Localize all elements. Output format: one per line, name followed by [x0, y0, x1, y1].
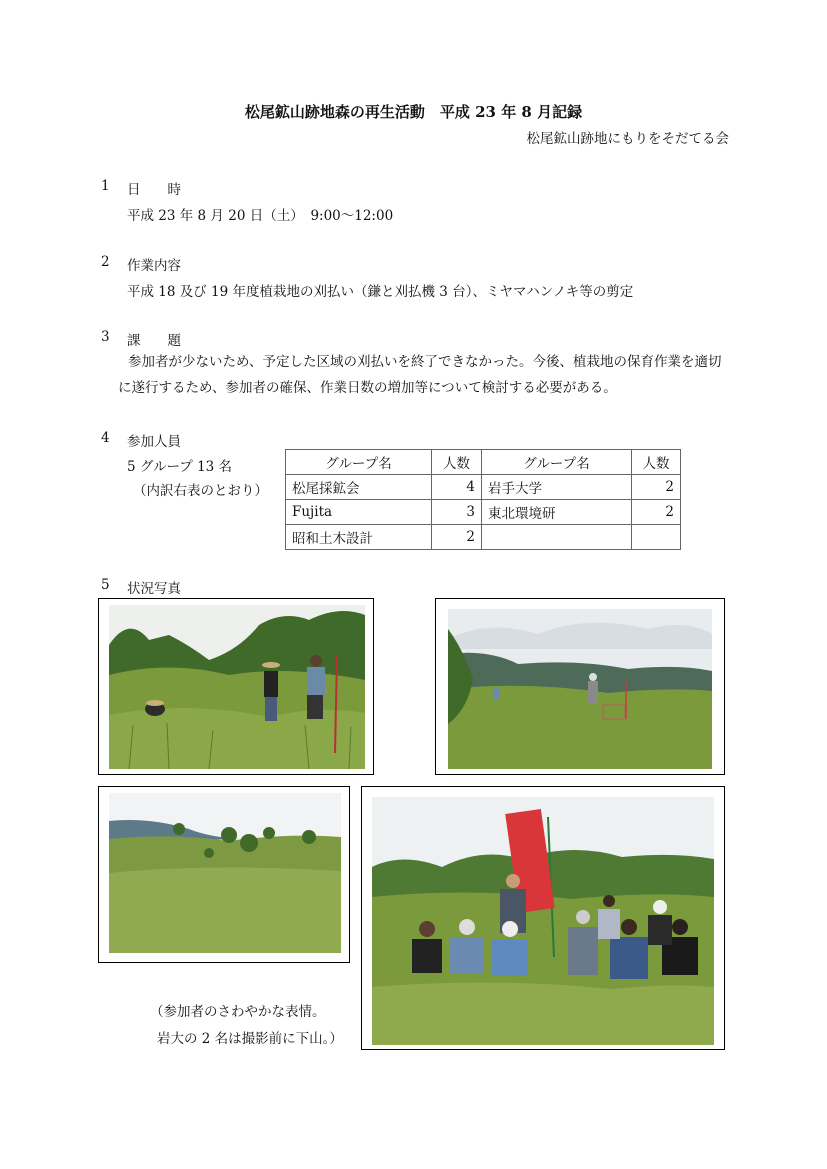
section-1-heading: 日 時 — [127, 182, 181, 198]
count-cell: 2 — [632, 475, 681, 500]
date-text: 平成 23 年 8 月 20 日（土） 9:00～12:00 — [127, 208, 394, 224]
group-name-cell: Fujita — [286, 500, 432, 525]
group-name-cell — [482, 525, 632, 550]
header-count: 人数 — [432, 450, 482, 475]
issues-text: 参加者が少ないため、予定した区域の刈払いを終了できなかった。今後、植栽地の保育作業を適切に遂行するため、参加者の確保、作業日数の増加等について検討する必要がある。 — [118, 354, 722, 396]
group-name-cell: 岩手大学 — [482, 475, 632, 500]
section-1-number: 1 — [101, 178, 110, 194]
photo-mountain-field — [435, 598, 725, 775]
organization-name: 松尾鉱山跡地にもりをそだてる会 — [526, 131, 729, 147]
work-text: 平成 18 及び 19 年度植栽地の刈払い（鎌と刈払機 3 台）、ミヤマハンノキ等の剪定 — [127, 284, 634, 300]
count-cell: 4 — [432, 475, 482, 500]
section-4-heading: 参加人員 — [127, 434, 181, 450]
group-name-cell: 昭和土木設計 — [286, 525, 432, 550]
page-title: 松尾鉱山跡地森の再生活動 平成 23 年 8 月記録 — [244, 103, 583, 121]
table-row — [286, 525, 681, 550]
header-group-name: グループ名 — [286, 450, 432, 475]
section-5-heading: 状況写真 — [127, 581, 181, 597]
count-cell — [632, 525, 681, 550]
participants-note: （内訳右表のとおり） — [133, 483, 268, 499]
header-group-name: グループ名 — [482, 450, 632, 475]
table-row — [286, 500, 681, 525]
group-name-cell: 東北環境研 — [482, 500, 632, 525]
participants-table — [285, 449, 681, 550]
table-header-row — [286, 450, 681, 475]
group-name-cell: 松尾採鉱会 — [286, 475, 432, 500]
header-count: 人数 — [632, 450, 681, 475]
section-5-number: 5 — [101, 577, 110, 593]
section-3-heading: 課 題 — [127, 333, 181, 349]
photo-group-participants — [361, 786, 725, 1050]
section-3-number: 3 — [101, 329, 110, 345]
section-2-number: 2 — [101, 254, 110, 270]
participants-summary: 5 グループ 13 名 — [127, 459, 233, 475]
count-cell: 2 — [632, 500, 681, 525]
count-cell: 2 — [432, 525, 482, 550]
section-2-heading: 作業内容 — [127, 258, 181, 274]
section-4-number: 4 — [101, 430, 110, 446]
table-row — [286, 475, 681, 500]
photo-mown-field — [98, 786, 350, 963]
photo-caption-line-1: （参加者のさわやかな表情。 — [150, 1004, 326, 1020]
count-cell: 3 — [432, 500, 482, 525]
photo-mowing-grass — [98, 598, 374, 775]
photo-caption-line-2: 岩大の 2 名は撮影前に下山。） — [157, 1031, 343, 1047]
